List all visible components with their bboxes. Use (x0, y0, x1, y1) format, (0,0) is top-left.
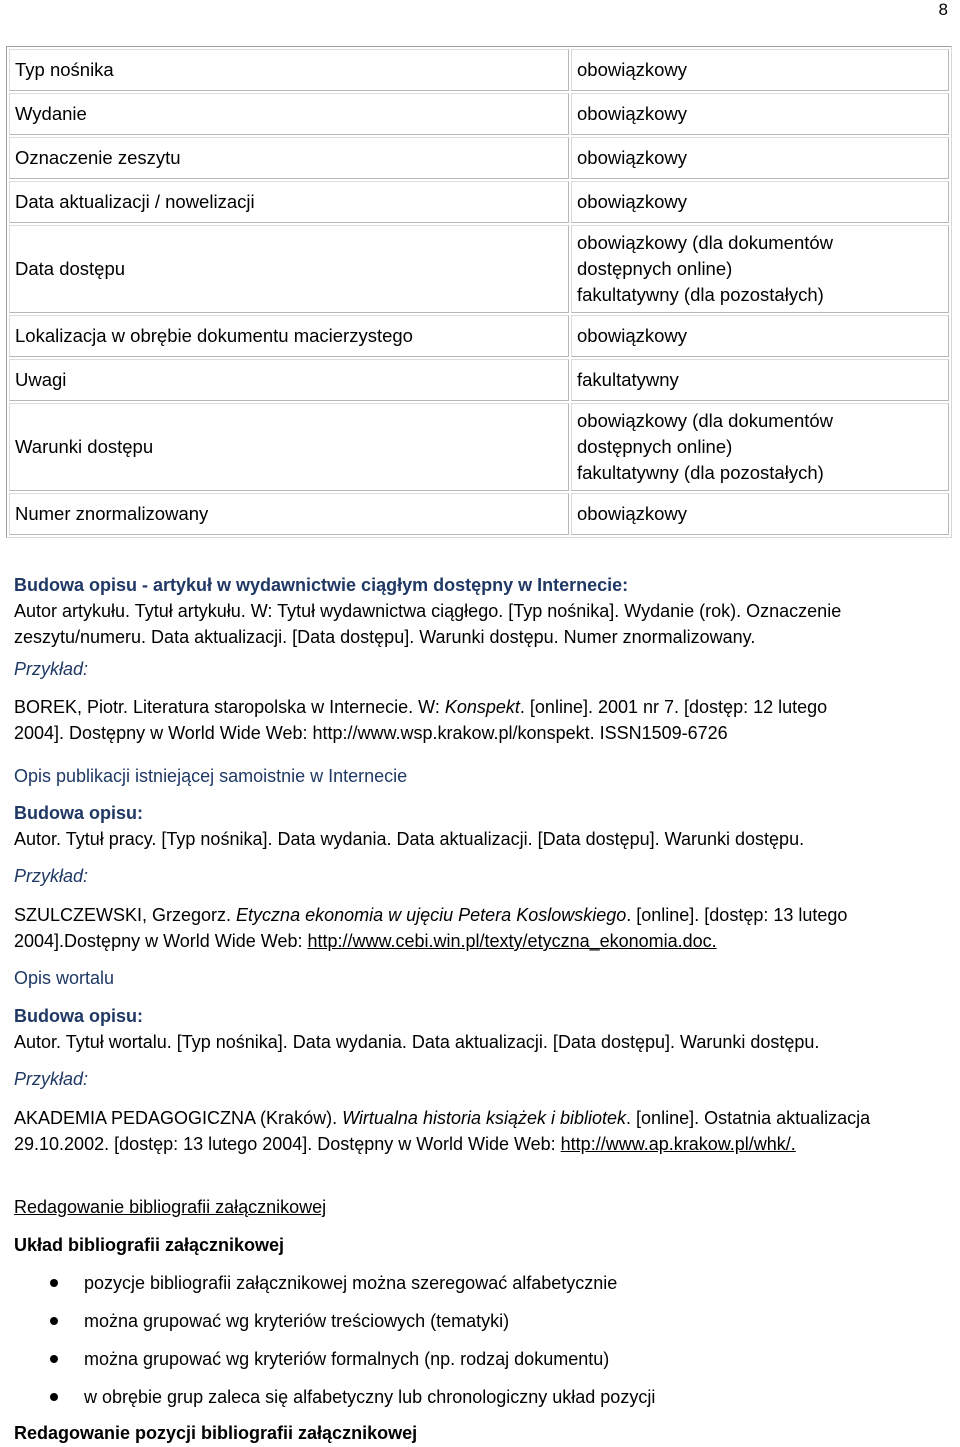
example-text: SZULCZEWSKI, Grzegorz. (14, 905, 237, 925)
table-row (9, 137, 949, 179)
field-name-cell: Lokalizacja w obrębie dokumentu macierzystego (9, 315, 569, 357)
requirement-text: dostępnych online) (577, 436, 733, 457)
table-row (9, 49, 949, 91)
requirement-cell (571, 49, 949, 91)
example-link[interactable]: http://www.cebi.win.pl/texty/etyczna_ekonomia.doc. (307, 931, 717, 951)
example-label: Przykład: (14, 1069, 89, 1089)
section-heading: Budowa opisu: (14, 1006, 143, 1026)
requirement-text: obowiązkowy (577, 191, 688, 212)
requirement-cell (571, 93, 949, 135)
example-title: Konspekt (444, 697, 520, 717)
structure-line: Autor. Tytuł pracy. [Typ nośnika]. Data wydania. Data aktualizacji. [Data dostępu]. Warunki dostępu. (14, 829, 805, 849)
table-row (9, 93, 949, 135)
requirement-text: obowiązkowy (577, 103, 688, 124)
bullet-icon (50, 1317, 58, 1325)
structure-line: Autor. Tytuł wortalu. [Typ nośnika]. Data wydania. Data aktualizacji. [Data dostępu]. Warunki dostępu. (14, 1032, 820, 1052)
table-row (9, 225, 949, 313)
example-label: Przykład: (14, 659, 89, 679)
list-item-text: pozycje bibliografii załącznikowej można szeregować alfabetycznie (84, 1273, 618, 1293)
section-title: Opis wortalu (14, 968, 115, 988)
field-name-cell: Data dostępu (9, 225, 569, 313)
table-row (9, 359, 949, 401)
field-name-cell: Oznaczenie zeszytu (9, 137, 569, 179)
requirement-text: fakultatywny (dla pozostałych) (577, 284, 824, 305)
next-heading: Redagowanie pozycji bibliografii załącznikowej (14, 1423, 418, 1443)
requirement-text: fakultatywny (dla pozostałych) (577, 462, 824, 483)
table-row (9, 181, 949, 223)
table-row (9, 493, 949, 535)
list-item-text: można grupować wg kryteriów treściowych (tematyki) (84, 1311, 510, 1331)
bullet-list (14, 1270, 946, 1422)
section-attached-bibliography (14, 1194, 946, 1422)
bullet-icon (50, 1393, 58, 1401)
requirement-text: fakultatywny (577, 369, 679, 390)
requirements-table (6, 46, 952, 538)
requirement-text: obowiązkowy (577, 325, 688, 346)
field-name-cell: Data aktualizacji / nowelizacji (9, 181, 569, 223)
example-entry-line (14, 1131, 946, 1157)
section-title: Opis publikacji istniejącej samoistnie w Internecie (14, 766, 408, 786)
requirement-cell (571, 403, 949, 491)
requirement-cell (571, 225, 949, 313)
section-article-online (14, 572, 946, 746)
requirement-text: obowiązkowy (577, 59, 688, 80)
structure-line: zeszytu/numeru. Data aktualizacji. [Data dostępu]. Warunki dostępu. Numer znormalizowany. (14, 627, 756, 647)
example-text: BOREK, Piotr. Literatura staropolska w Internecie. W: (14, 697, 445, 717)
structure-line: Autor artykułu. Tytuł artykułu. W: Tytuł wydawnictwa ciągłego. [Typ nośnika]. Wydanie (rok). Oznaczenie (14, 601, 842, 621)
list-item (14, 1308, 946, 1346)
example-text: 29.10.2002. [dostęp: 13 lutego 2004]. Dostępny w World Wide Web: (14, 1134, 561, 1154)
list-item-text: można grupować wg kryteriów formalnych (np. rodzaj dokumentu) (84, 1349, 610, 1369)
field-name-cell: Typ nośnika (9, 49, 569, 91)
list-item (14, 1270, 946, 1308)
example-title: Wirtualna historia książek i bibliotek (342, 1108, 627, 1128)
list-item-text: w obrębie grup zaleca się alfabetyczny lub chronologiczny układ pozycji (84, 1387, 656, 1407)
requirement-cell (571, 181, 949, 223)
field-name-cell: Warunki dostępu (9, 403, 569, 491)
section-portal (14, 965, 946, 1157)
list-item (14, 1346, 946, 1384)
requirement-text: obowiązkowy (577, 147, 688, 168)
field-name-cell: Numer znormalizowany (9, 493, 569, 535)
example-entry-line (14, 928, 946, 954)
table-row (9, 315, 949, 357)
example-entry (14, 1105, 946, 1131)
section-standalone-publication (14, 763, 946, 954)
example-text: . [online]. [dostęp: 13 lutego (626, 905, 848, 925)
example-text: AKADEMIA PEDAGOGICZNA (Kraków). (14, 1108, 343, 1128)
example-text: . [online]. Ostatnia aktualizacja (626, 1108, 871, 1128)
requirement-cell (571, 359, 949, 401)
bullet-icon (50, 1355, 58, 1363)
bullet-icon (50, 1279, 58, 1287)
requirement-cell (571, 315, 949, 357)
example-entry-line: 2004]. Dostępny w World Wide Web: http://www.wsp.krakow.pl/konspekt. ISSN1509-6726 (14, 723, 728, 743)
example-title: Etyczna ekonomia w ujęciu Petera Koslowskiego (236, 905, 627, 925)
requirement-text: dostępnych online) (577, 258, 733, 279)
example-entry (14, 902, 946, 928)
requirement-text: obowiązkowy (dla dokumentów (577, 410, 834, 431)
section-subtitle: Układ bibliografii załącznikowej (14, 1235, 285, 1255)
table-row (9, 403, 949, 491)
field-name-cell: Uwagi (9, 359, 569, 401)
list-item (14, 1384, 946, 1422)
requirement-text: obowiązkowy (dla dokumentów (577, 232, 834, 253)
section-heading: Budowa opisu: (14, 803, 143, 823)
field-name-cell: Wydanie (9, 93, 569, 135)
example-label: Przykład: (14, 866, 89, 886)
requirement-cell (571, 493, 949, 535)
section-heading: Budowa opisu - artykuł w wydawnictwie ciągłym dostępny w Internecie: (14, 575, 629, 595)
example-entry (14, 694, 946, 720)
requirement-text: obowiązkowy (577, 503, 688, 524)
example-text: . [online]. 2001 nr 7. [dostęp: 12 lutego (519, 697, 828, 717)
example-text: 2004].Dostępny w World Wide Web: (14, 931, 308, 951)
requirement-cell (571, 137, 949, 179)
page-number: 8 (938, 0, 948, 19)
example-link[interactable]: http://www.ap.krakow.pl/whk/. (560, 1134, 796, 1154)
section-title: Redagowanie bibliografii załącznikowej (14, 1197, 327, 1217)
